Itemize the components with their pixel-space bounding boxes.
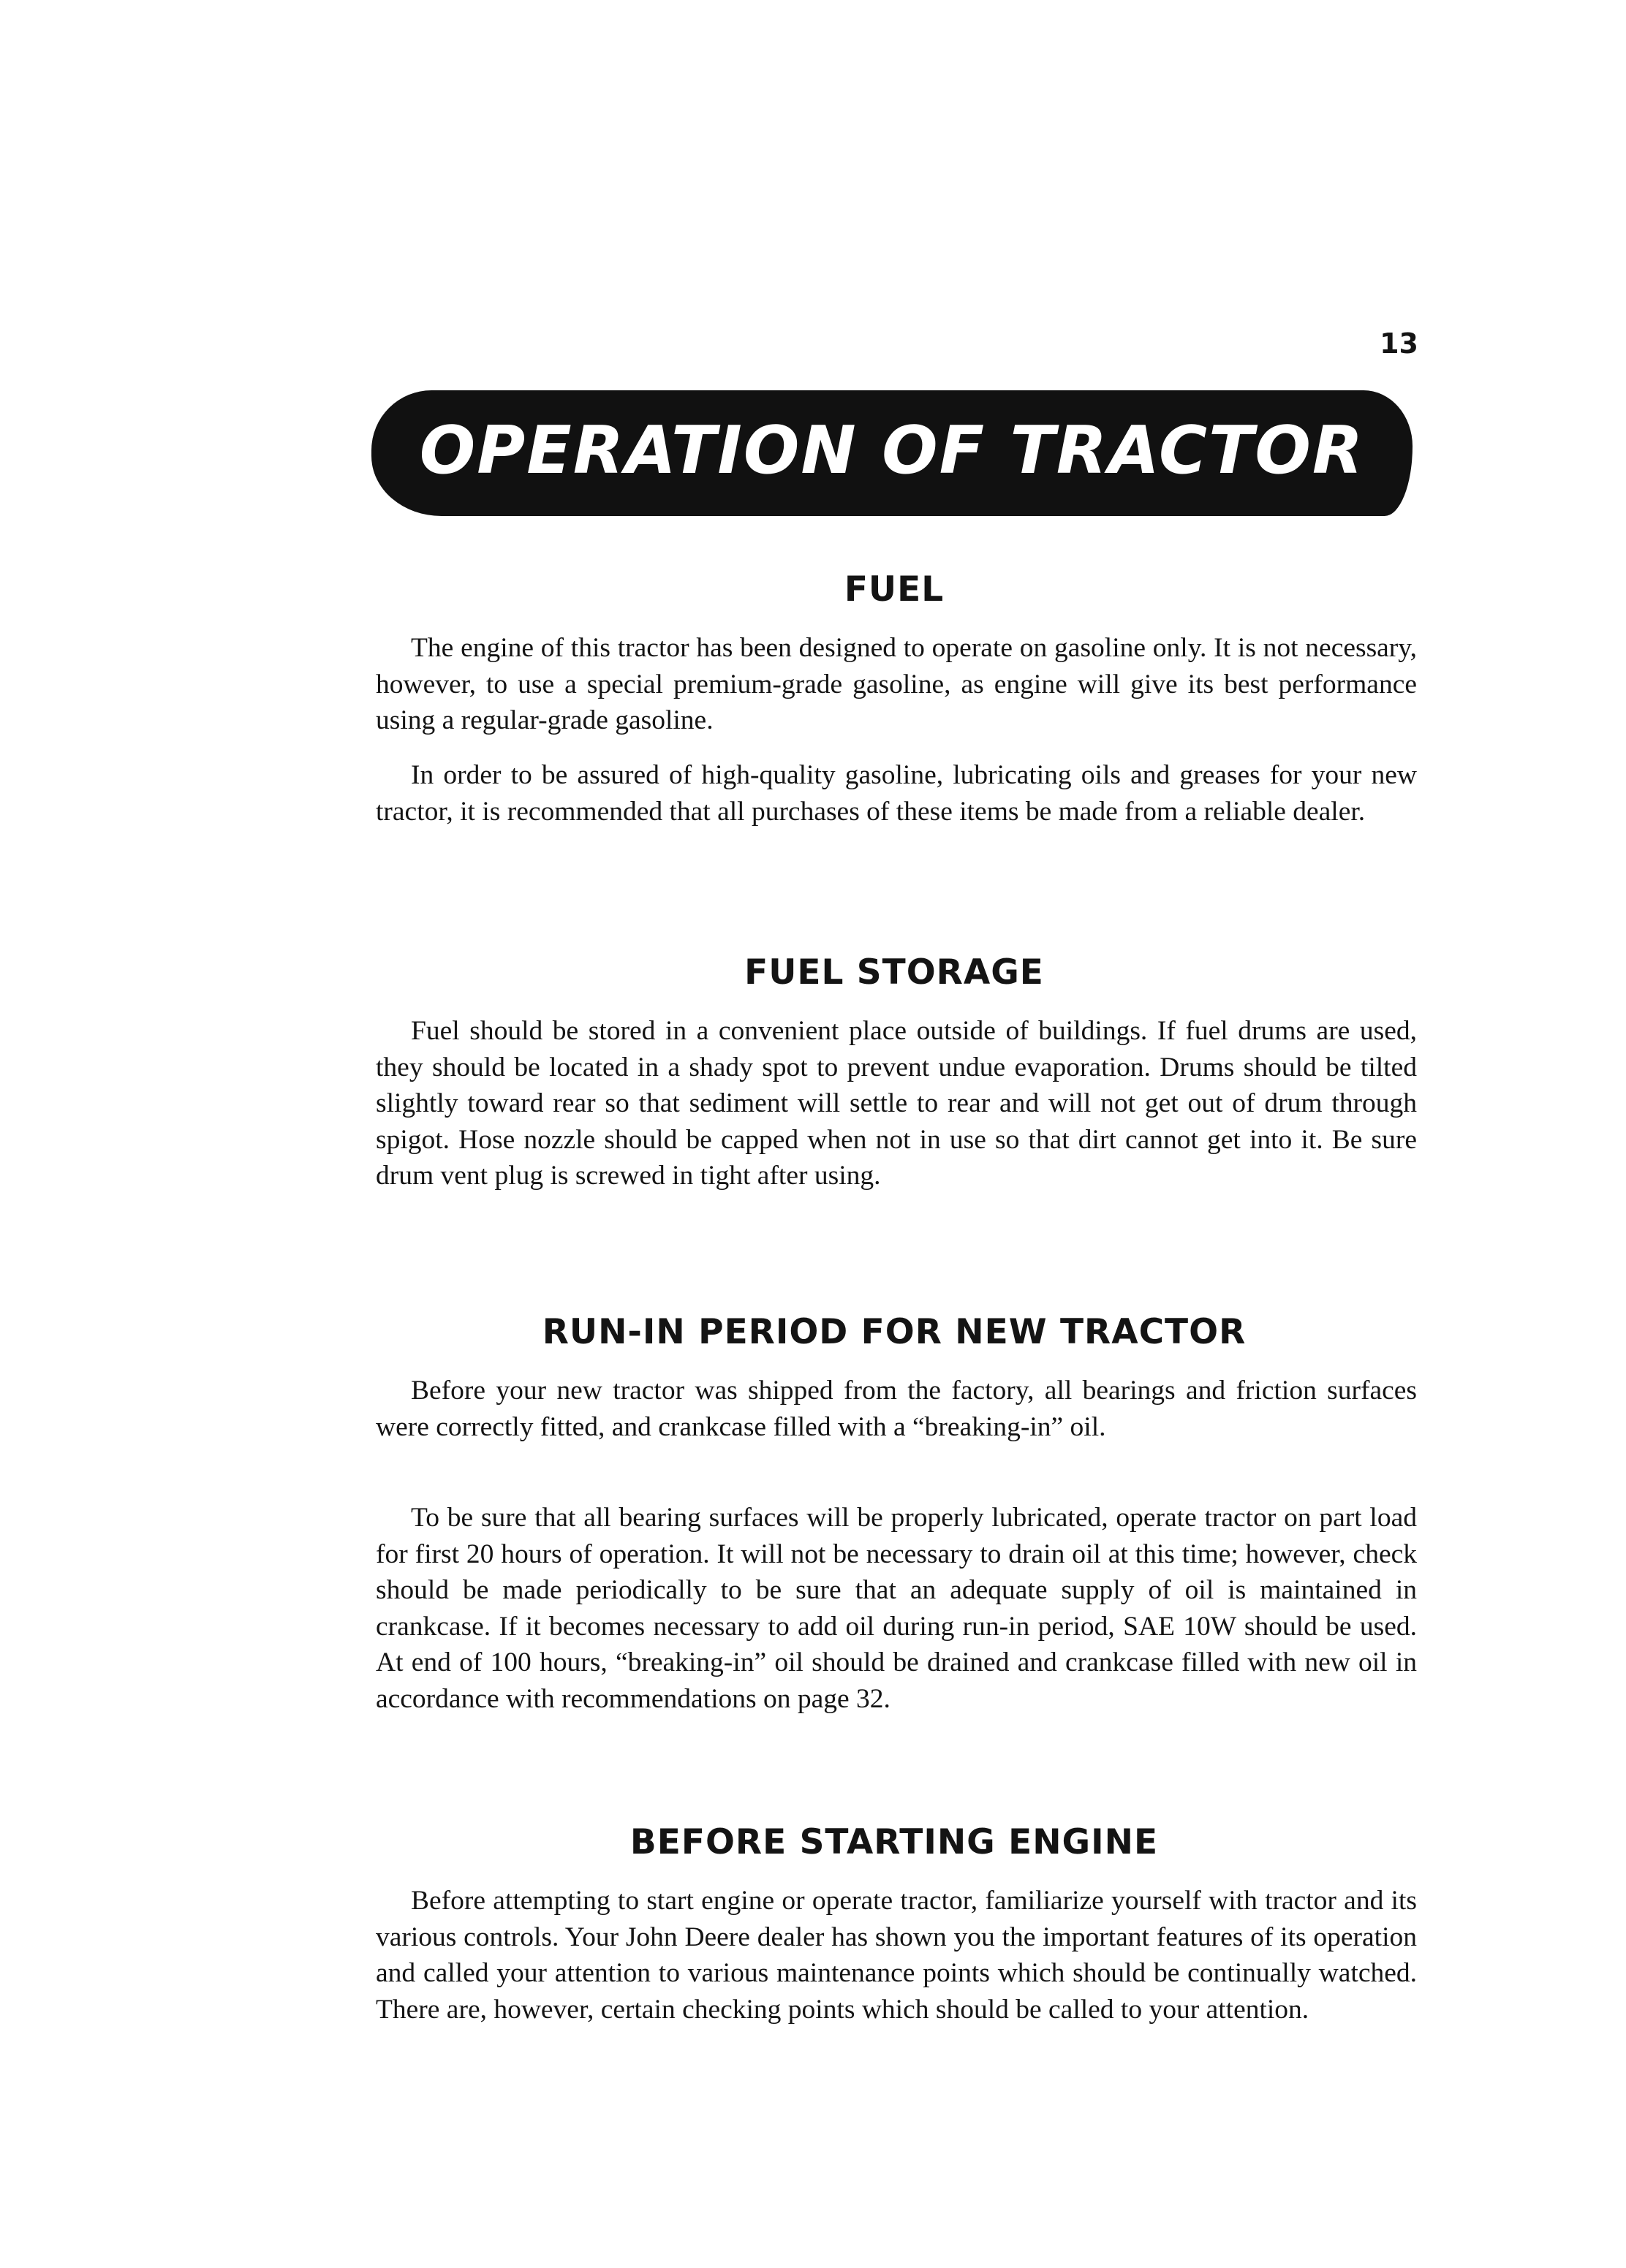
paragraph-fuel-storage-1: Fuel should be stored in a convenient place outside of buildings. If fuel drums are used, they should be located in a shady spot to prevent undue evaporation. Drums should be tilted slightly toward rear so that sediment will settle to rear and will not get out of drum through spigot. Hose nozzle should be capped when not in use so that dirt cannot get into it. Be sure drum vent plug is screwed in tight after using. — [376, 1016, 1417, 1191]
section-heading-before-starting-engine: BEFORE STARTING ENGINE — [629, 1822, 1159, 1862]
paragraph-run-in-2: To be sure that all bearing surfaces will be properly lubricated, operate tractor on part load for first 20 hours of operation. It will not be necessary to drain oil at this time; however, check should be made periodically to be sure that an adequate supply of oil is maintained in crankcase. If it becomes necessary to add oil during run-in period, SAE 10W should be used. At end of 100 hours, “breaking-in” oil should be drained and crankcase filled with new oil in accordance with recommendations on page 32. — [376, 1503, 1417, 1714]
page-title: OPERATION OF TRACTOR — [419, 412, 1365, 489]
section-heading-fuel: FUEL — [844, 569, 945, 610]
section-heading-fuel-storage: FUEL STORAGE — [744, 952, 1044, 993]
paragraph-run-in-1: Before your new tractor was shipped from the factory, all bearings and friction surfaces were correctly fitted, and crankcase filled with a “breaking-in” oil. — [376, 1376, 1417, 1442]
paragraph-before-starting-1: Before attempting to start engine or operate tractor, familiarize yourself with tractor and its various controls. Your John Deere dealer has shown you the important features of its operation and called your attention to various maintenance points which should be continually watched. There are, however, certain checking points which should be called to your attention. — [376, 1886, 1417, 2025]
paragraph-fuel-2: In order to be assured of high-quality gasoline, lubricating oils and greases for your new tractor, it is recommended that all purchases of these items be made from a reliable dealer. — [376, 760, 1417, 827]
page-number: 13 — [1380, 327, 1418, 360]
section-heading-run-in-period: RUN-IN PERIOD FOR NEW TRACTOR — [542, 1312, 1247, 1352]
paragraph-fuel-1: The engine of this tractor has been designed to operate on gasoline only. It is not necessary, however, to use a special premium-grade gasoline, as engine will give its best performance using a regular-grade gasoline. — [376, 633, 1417, 735]
